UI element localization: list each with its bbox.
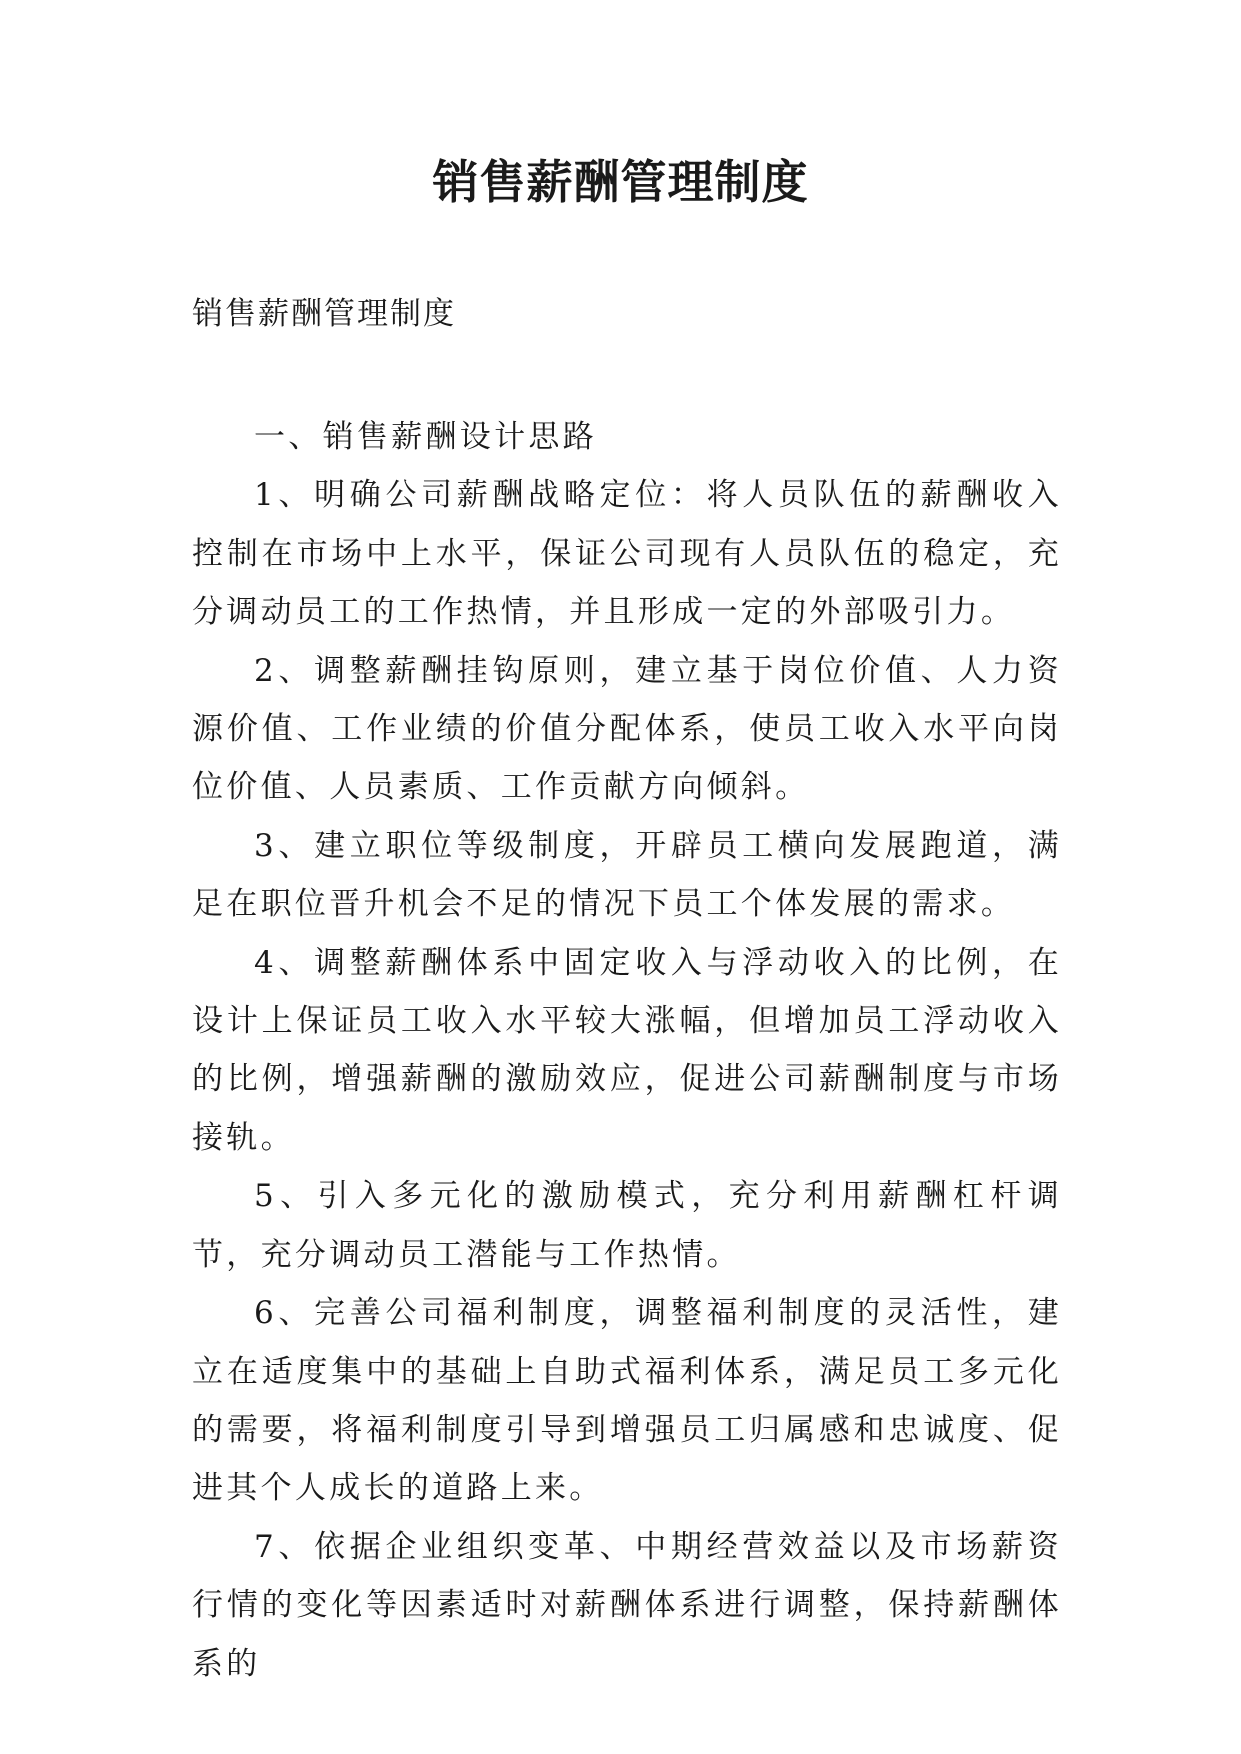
- document-subtitle: 销售薪酬管理制度: [192, 296, 456, 332]
- section-heading: 一、销售薪酬设计思路: [254, 419, 597, 455]
- paragraph-2: 2、调整薪酬挂钩原则，建立基于岗位价值、人力资源价值、工作业绩的价值分配体系，使员工收入水平向岗位价值、人员素质、工作贡献方向倾斜。: [192, 652, 1062, 806]
- paragraph-7: 7、依据企业组织变革、中期经营效益以及市场薪资行情的变化等因素适时对薪酬体系进行调整，保持薪酬体系的: [192, 1528, 1062, 1682]
- paragraph-5: 5、引入多元化的激励模式，充分利用薪酬杠杆调节，充分调动员工潜能与工作热情。: [192, 1178, 1062, 1273]
- document-body: [192, 408, 1062, 1693]
- paragraph-6: 6、完善公司福利制度，调整福利制度的灵活性，建立在适度集中的基础上自助式福利体系，满足员工多元化的需要，将福利制度引导到增强员工归属感和忠诚度、促进其个人成长的道路上来。: [192, 1295, 1062, 1507]
- paragraph-1: 1、明确公司薪酬战略定位：将人员队伍的薪酬收入控制在市场中上水平，保证公司现有人员队伍的稳定，充分调动员工的工作热情，并且形成一定的外部吸引力。: [192, 477, 1062, 631]
- paragraph-4: 4、调整薪酬体系中固定收入与浮动收入的比例，在设计上保证员工收入水平较大涨幅，但增加员工浮动收入的比例，增强薪酬的激励效应，促进公司薪酬制度与市场接轨。: [192, 944, 1062, 1156]
- document-title: 销售薪酬管理制度: [432, 155, 809, 209]
- paragraph-3: 3、建立职位等级制度，开辟员工横向发展跑道，满足在职位晋升机会不足的情况下员工个体发展的需求。: [192, 827, 1062, 923]
